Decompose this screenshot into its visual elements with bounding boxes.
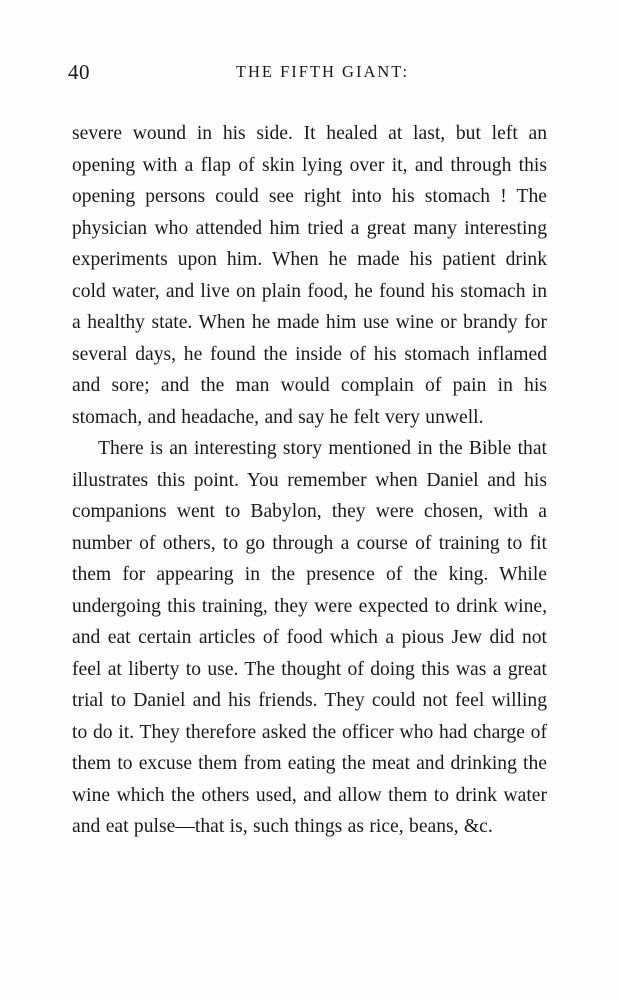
page-header [68,60,547,96]
paragraph: There is an interesting story mentioned in the Bible that illustrates this point. You remember when Daniel and his companions went to Babylon, they were chosen, with a number of others, to go through a course of training to fit them for appearing in the presence of the king. While undergoing this training, they were expected to drink wine, and eat certain articles of food which a pious Jew did not feel at liberty to use. The thought of doing this was a great trial to Daniel and his friends. They could not feel willing to do it. They therefore asked the officer who had charge of them to excuse them from eating the meat and drinking the wine which the others used, and allow them to drink water and eat pulse—that is, such things as rice, beans, &c. [72,438,547,837]
page-number: 40 [68,60,90,84]
paragraph: severe wound in his side. It healed at last, but left an opening with a flap of skin lying over it, and through this opening persons could see right into his stomach ! The physician who attended him tried a great many interesting experiments upon him. When he made his patient drink cold water, and live on plain food, he found his stomach in a healthy state. When he made him use wine or brandy for several days, he found the inside of his stomach inflamed and sore; and the man would complain of pain in his stomach, and headache, and say he felt very unwell. [72,123,547,428]
running-head-title: THE FIFTH GIANT: [235,62,410,81]
page-body [72,118,547,843]
